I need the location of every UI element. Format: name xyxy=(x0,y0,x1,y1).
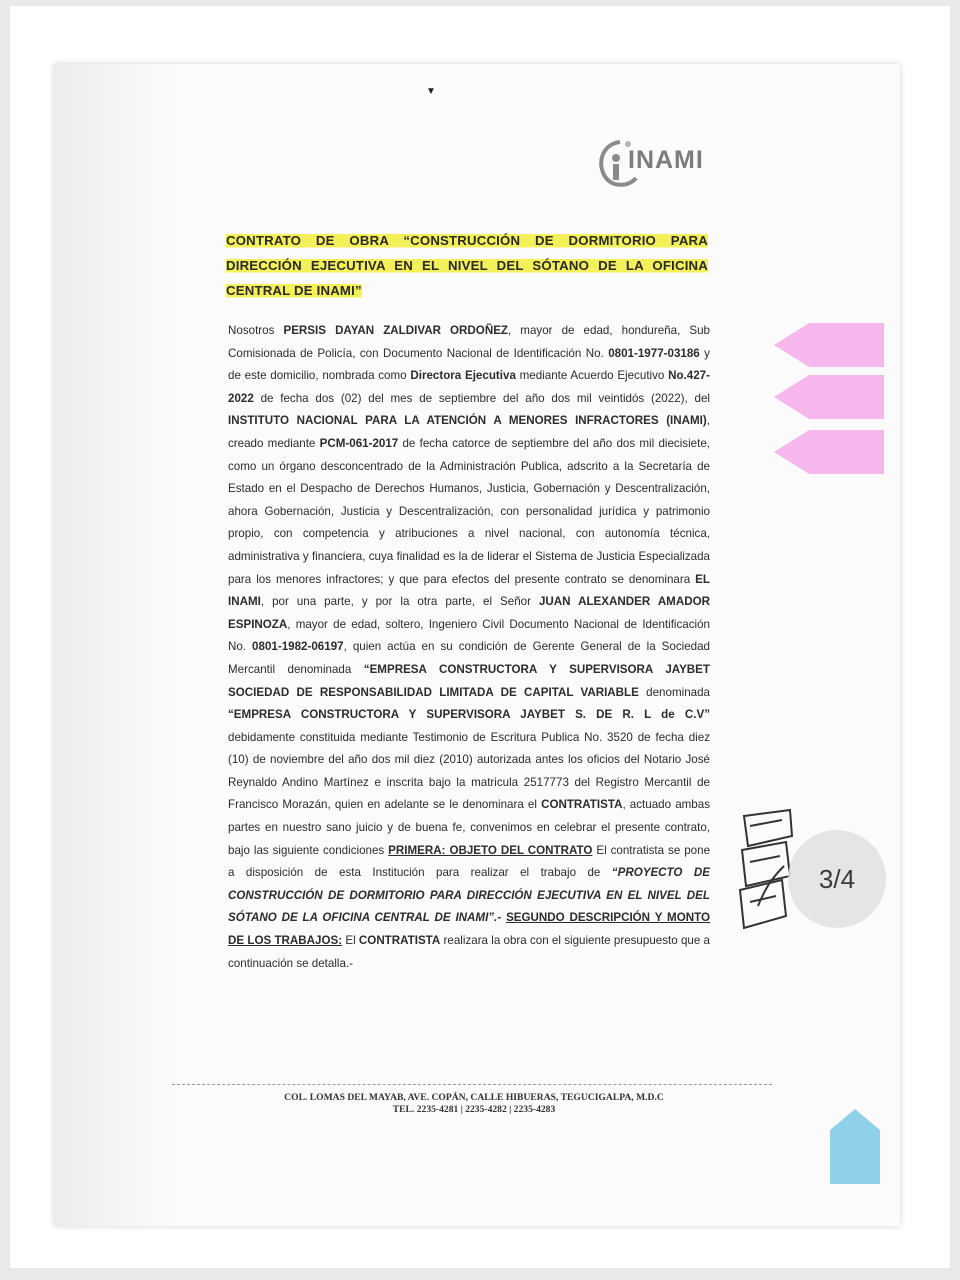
body-segment: , quien actúa en su condición de Gerente General de la Sociedad Mercantil denominada xyxy=(228,640,710,676)
body-segment: CONTRATISTA xyxy=(358,934,441,948)
body-segment: 0801-1982-06197 xyxy=(252,640,344,654)
body-segment: “EMPRESA CONSTRUCTORA Y SUPERVISORA JAYBET SOCIEDAD DE RESPONSABILIDAD LIMITADA DE CAPITAL VARIABLE xyxy=(228,662,710,699)
body-segment: denominada xyxy=(638,685,710,699)
body-segment: PCM-061-2017 xyxy=(319,436,399,450)
top-mark: ▼ xyxy=(426,86,436,97)
contract-title xyxy=(226,228,708,303)
body-segment: , por una parte, y por la otra parte, el Señor xyxy=(260,595,539,609)
body-segment: Nosotros xyxy=(228,324,284,337)
body-segment: realizara la obra con el siguiente presupuesto que a continuación se detalla.- xyxy=(228,934,710,970)
body-segment: “EMPRESA CONSTRUCTORA Y SUPERVISORA JAYBET S. DE R. L de C.V” xyxy=(228,708,710,722)
body-segment: CONTRATISTA xyxy=(541,798,623,812)
body-segment: , creado mediante xyxy=(228,414,710,450)
body-segment: debidamente constituida mediante Testimonio de Escritura Publica No. 3520 de fecha diez (10) de noviembre del año dos mil diez (2010) autorizada antes los oficios del Notario José Reynaldo Andino Martínez e inscrita bajo la matricula 2517773 del Registro Mercantil de Francisco Morazán, quien en adelante se le denominara el xyxy=(228,730,710,812)
body-segment: mediante Acuerdo Ejecutivo xyxy=(515,369,669,383)
footer-address: COL. LOMAS DEL MAYAB, AVE. COPÁN, CALLE HIBUERAS, TEGUCIGALPA, M.D.C xyxy=(284,1092,664,1103)
body-segment: El xyxy=(342,934,359,948)
body-segment: INSTITUTO NACIONAL PARA LA ATENCIÓN A MENORES INFRACTORES (INAMI) xyxy=(228,414,707,428)
body-segment: y de este domicilio, nombrada como xyxy=(228,346,710,383)
footer-phones: TEL. 2235-4281 | 2235-4282 | 2235-4283 xyxy=(392,1104,556,1115)
body-segment: , mayor de edad, hondureña, Sub Comisionada de Policía, con Documento Nacional de Identificación No. xyxy=(228,324,710,360)
footer-divider xyxy=(172,1084,772,1085)
body-segment: JUAN ALEXANDER AMADOR ESPINOZA xyxy=(228,595,710,631)
viewer-frame xyxy=(10,6,950,1268)
body-segment: , actuado ambas partes en nuestro sano juicio y de buena fe, convenimos en celebrar el presente contrato, bajo las siguiente condiciones xyxy=(228,798,710,857)
body-segment: Directora Ejecutiva xyxy=(410,369,516,383)
title-text: CONTRATO DE OBRA “CONSTRUCCIÓN DE DORMITORIO PARA DIRECCIÓN EJECUTIVA EN EL NIVEL DEL SÓTANO DE LA OFICINA CENTRAL DE INAMI” xyxy=(226,233,708,298)
body-segment: “PROYECTO DE CONSTRUCCIÓN DE DORMITORIO PARA DIRECCIÓN EJECUTIVA EN EL NIVEL DEL SÓTANO DE LA OFICINA CENTRAL DE INAMI”.- xyxy=(228,866,710,925)
document-page xyxy=(54,64,900,1226)
body-segment: de fecha dos (02) del mes de septiembre del año dos mil veintidós (2022), del xyxy=(253,391,710,405)
contract-body xyxy=(228,320,710,975)
body-segment: PRIMERA: OBJETO DEL CONTRATO xyxy=(388,843,593,857)
footer xyxy=(204,1092,744,1116)
body-segment: El contratista se pone a disposición de esta Institución para realizar el trabajo de xyxy=(228,843,711,880)
body-segment: EL INAMI xyxy=(228,572,710,609)
body-segment: 0801-1977-03186 xyxy=(608,346,700,360)
page-indicator[interactable]: 3/4 xyxy=(788,830,886,928)
body-segment: SEGUNDO DESCRIPCIÓN Y MONTO DE LOS TRABAJOS: xyxy=(228,911,711,948)
inami-logo xyxy=(592,134,702,194)
body-segment: PERSIS DAYAN ZALDIVAR ORDOÑEZ xyxy=(283,324,509,337)
logo-text: INAMI xyxy=(628,146,704,174)
body-segment: , mayor de edad, soltero, Ingeniero Civil Documento Nacional de Identificación No. xyxy=(228,617,710,654)
body-segment: No.427-2022 xyxy=(228,369,710,405)
body-segment: de fecha catorce de septiembre del año dos mil diecisiete, como un órgano desconcentrado de la Administración Publica, adscrito a la Secretaría de Estado en el Despacho de Derechos Humanos, Justicia, Gobernación y Descentralización, ahora Gobernación, Justicia y Descentralización, con personalidad jurídica y patrimonio propio, con competencia y atribuciones a nivel nacional, con autonomía técnica, administrativa y financiera, cuya finalidad es la de liderar el Sistema de Justicia Especializada para los menores infractores; y que para efectos del presente contrato se denominara xyxy=(228,436,711,586)
